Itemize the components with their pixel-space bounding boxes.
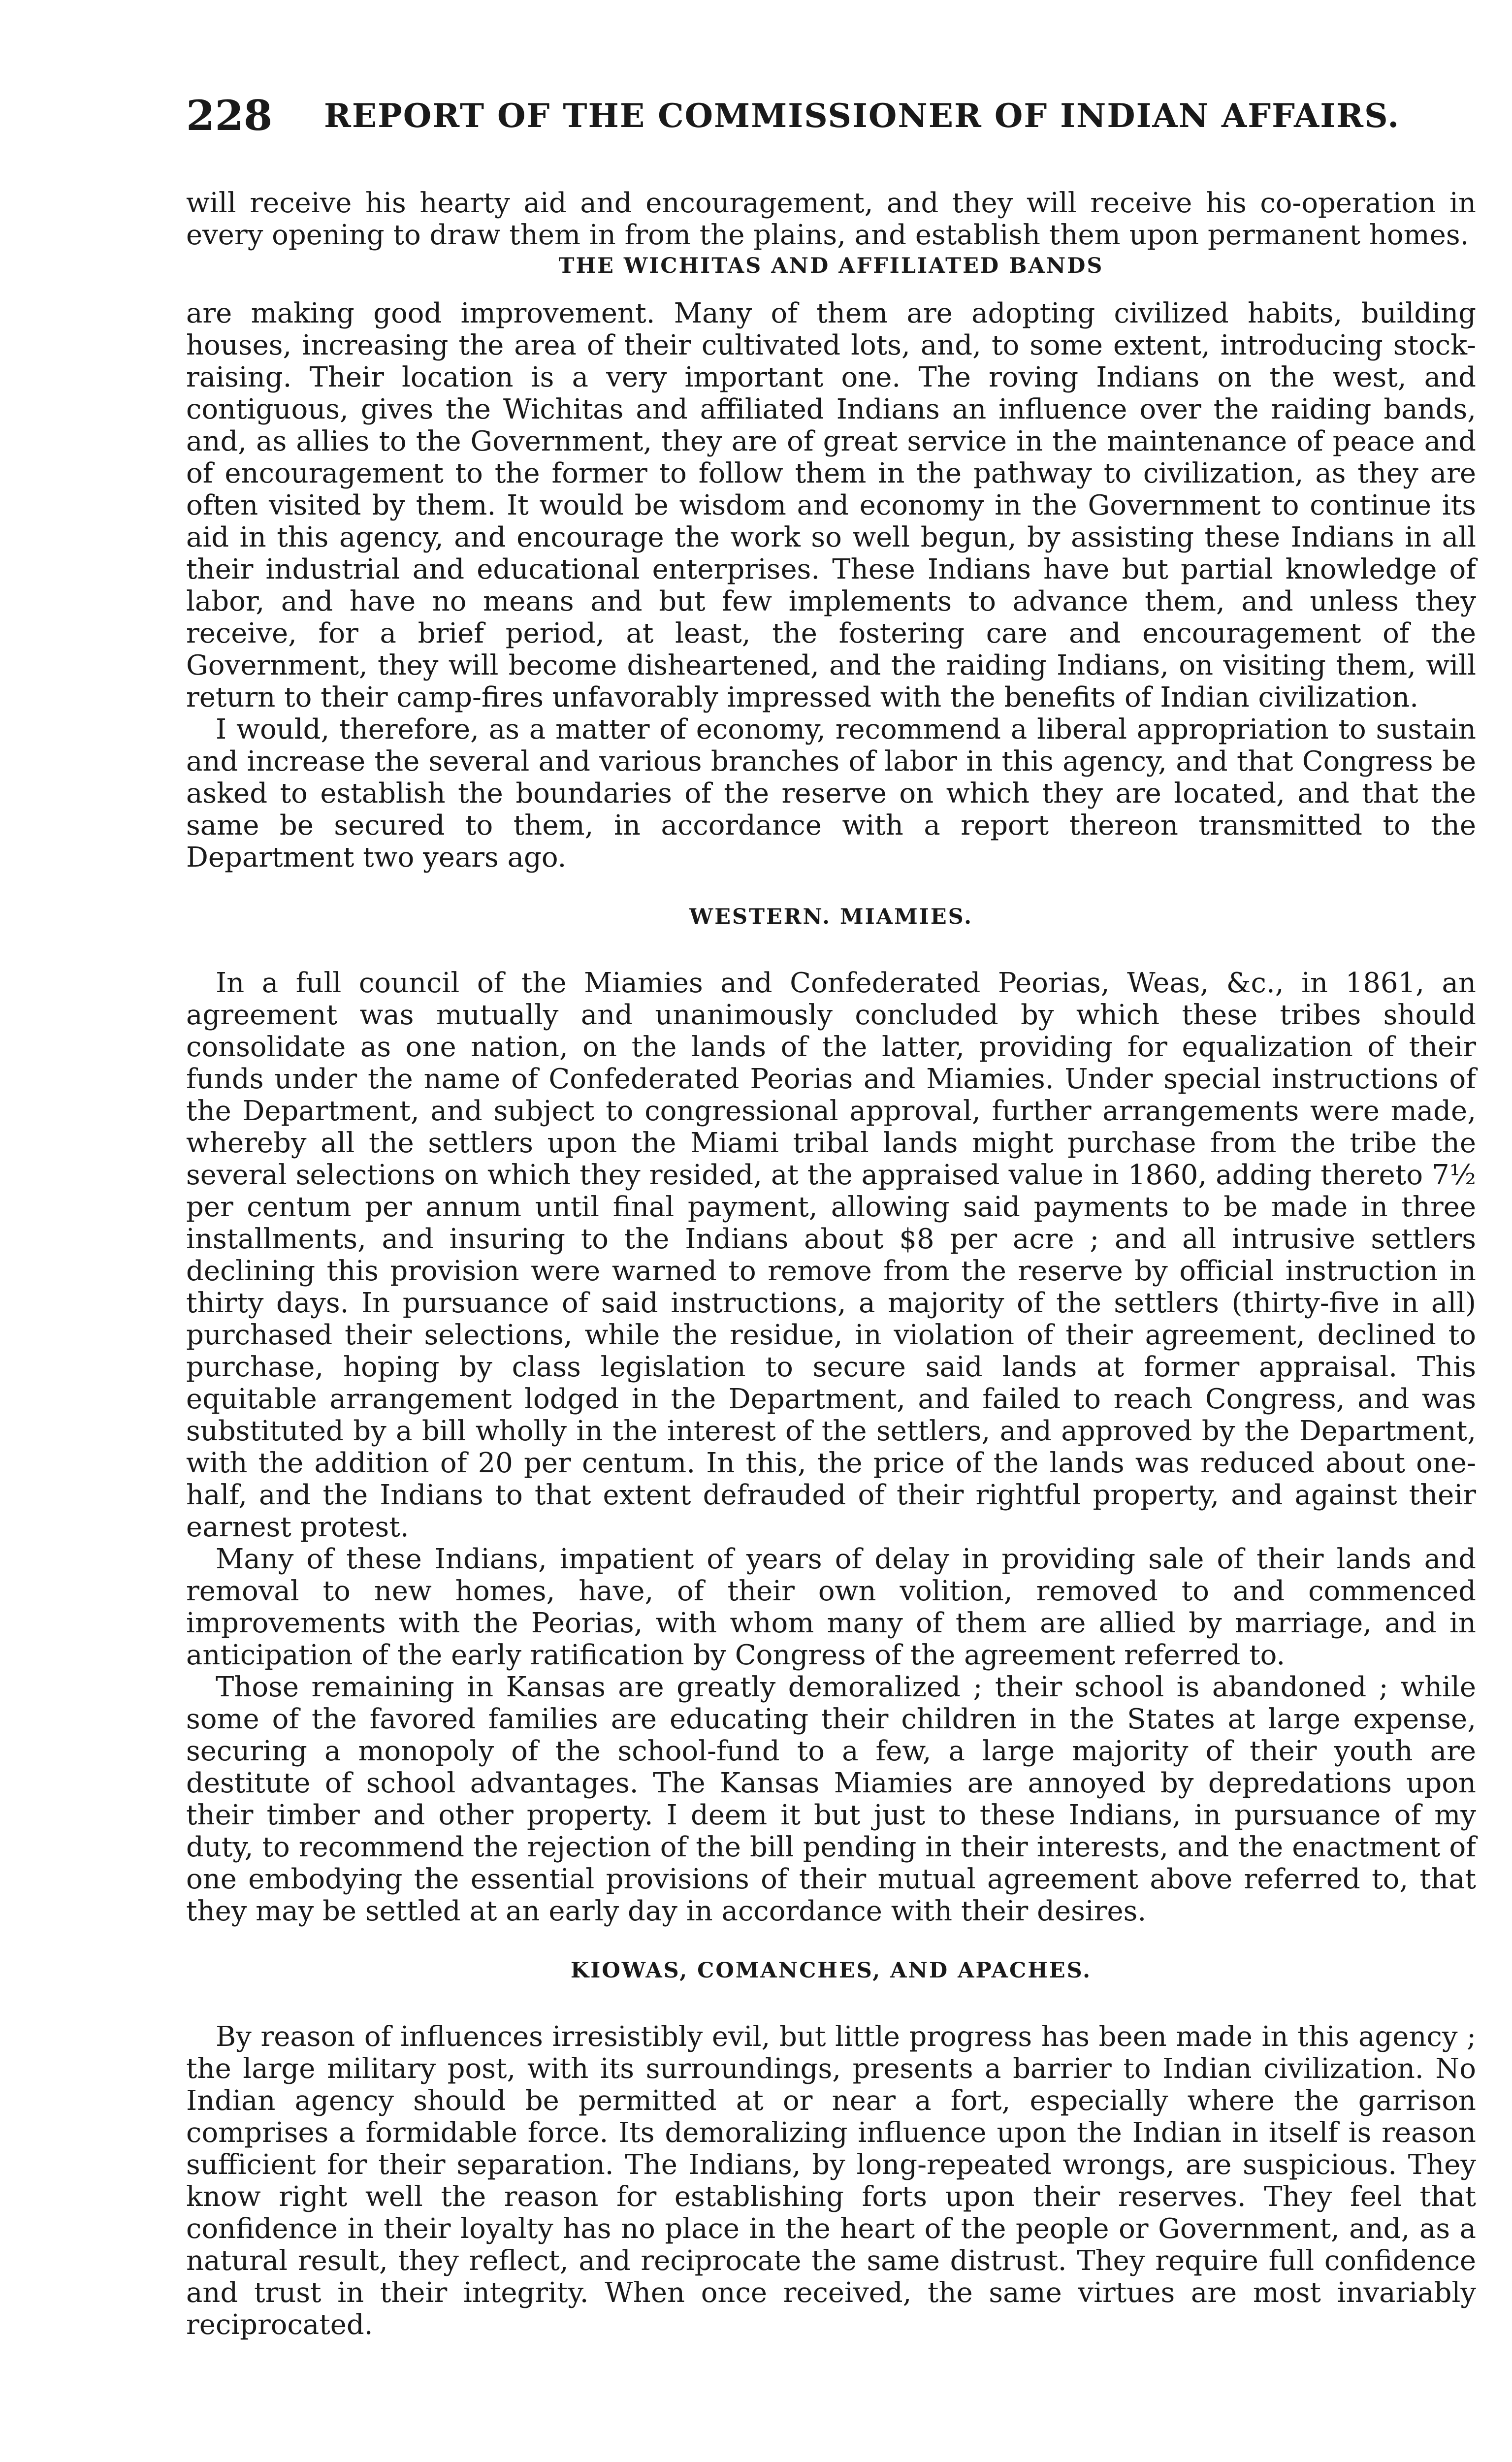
intro-paragraph: will receive his hearty aid and encouragement, and they will receive his co-operation in every opening to draw them in from the plains, and establish them upon permanent homes. (186, 187, 1476, 251)
section-heading-kiowas: KIOWAS, COMANCHES, AND APACHES. (570, 1958, 1092, 1983)
paragraph-miamies-3: Those remaining in Kansas are greatly demoralized ; their school is abandoned ; while some of the favored families are educating their children in the States at large expense, securing a monopoly of the school-fund to a few, a large majority of their youth are destitute of school advantages. The Kansas Miamies are annoyed by depredations upon their timber and other property. I deem it but just to these Indians, in pursuance of my duty, to recommend the rejection of the bill pending in their interests, and the enactment of one embodying the essential provisions of their mutual agreement above referred to, that they may be settled at an early day in accordance with their desires. (186, 1671, 1476, 1927)
page-number: 228 (186, 91, 273, 140)
paragraph-miamies-2: Many of these Indians, impatient of years of delay in providing sale of their lands and removal to new homes, have, of their own volition, removed to and commenced improvements with the Peorias, with whom many of them are allied by marriage, and in anticipation of the early ratification by Congress of the agreement referred to. (186, 1543, 1476, 1671)
section-heading-wichitas: THE WICHITAS AND AFFILIATED BANDS (558, 254, 1104, 278)
page-header (186, 84, 1476, 148)
section-heading-western-miamies: WESTERN. MIAMIES. (689, 905, 973, 929)
paragraph-wichitas-1: are making good improvement. Many of them are adopting civilized habits, building houses, increasing the area of their cultivated lots, and, to some extent, introducing stock-raising. Their location is a very important one. The roving Indians on the west, and contiguous, gives the Wichitas and affiliated Indians an influence over the raiding bands, and, as allies to the Government, they are of great service in the maintenance of peace and of encouragement to the former to follow them in the pathway to civilization, as they are often visited by them. It would be wisdom and economy in the Government to continue its aid in this agency, and encourage the work so well begun, by assisting these Indians in all their industrial and educational enterprises. These Indians have but partial knowledge of labor, and have no means and but few implements to advance them, and unless they receive, for a brief period, at least, the fostering care and encouragement of the Government, they will become disheartened, and the raiding Indians, on visiting them, will return to their camp-fires unfavorably impressed with the benefits of Indian civilization. (186, 297, 1476, 713)
paragraph-miamies-1: In a full council of the Miamies and Confederated Peorias, Weas, &c., in 1861, an agreement was mutually and unanimously concluded by which these tribes should consolidate as one nation, on the lands of the latter, providing for equalization of their funds under the name of Confederated Peorias and Miamies. Under special instructions of the Department, and subject to congressional approval, further arrangements were made, whereby all the settlers upon the Miami tribal lands might purchase from the tribe the several selections on which they resided, at the appraised value in 1860, adding thereto 7½ per centum per annum until final payment, allowing said payments to be made in three installments, and insuring to the Indians about $8 per acre ; and all intrusive settlers declining this provision were warned to remove from the reserve by official instruction in thirty days. In pursuance of said instructions, a majority of the settlers (thirty-five in all) purchased their selections, while the residue, in violation of their agreement, declined to purchase, hoping by class legislation to secure said lands at former appraisal. This equitable arrangement lodged in the Department, and failed to reach Congress, and was substituted by a bill wholly in the interest of the settlers, and approved by the Department, with the addition of 20 per centum. In this, the price of the lands was reduced about one-half, and the Indians to that extent defrauded of their rightful property, and against their earnest protest. (186, 967, 1476, 1543)
paragraph-kiowas-1: By reason of influences irresistibly evil, but little progress has been made in this agency ; the large military post, with its surroundings, presents a barrier to Indian civilization. No Indian agency should be permitted at or near a fort, especially where the garrison comprises a formidable force. Its demoralizing influence upon the Indian in itself is reason sufficient for their separation. The Indians, by long-repeated wrongs, are suspicious. They know right well the reason for establishing forts upon their reserves. They feel that confidence in their loyalty has no place in the heart of the people or Government, and, as a natural result, they reflect, and reciprocate the same distrust. They require full confidence and trust in their integrity. When once received, the same virtues are most invariably reciprocated. (186, 2021, 1476, 2341)
paragraph-wichitas-2: I would, therefore, as a matter of economy, recommend a liberal appropriation to sustain and increase the several and various branches of labor in this agency, and that Congress be asked to establish the boundaries of the reserve on which they are located, and that the same be secured to them, in accordance with a report thereon transmitted to the Department two years ago. (186, 713, 1476, 874)
page-body (186, 187, 1476, 2341)
running-title: REPORT OF THE COMMISSIONER OF INDIAN AFFAIRS. (324, 97, 1400, 135)
